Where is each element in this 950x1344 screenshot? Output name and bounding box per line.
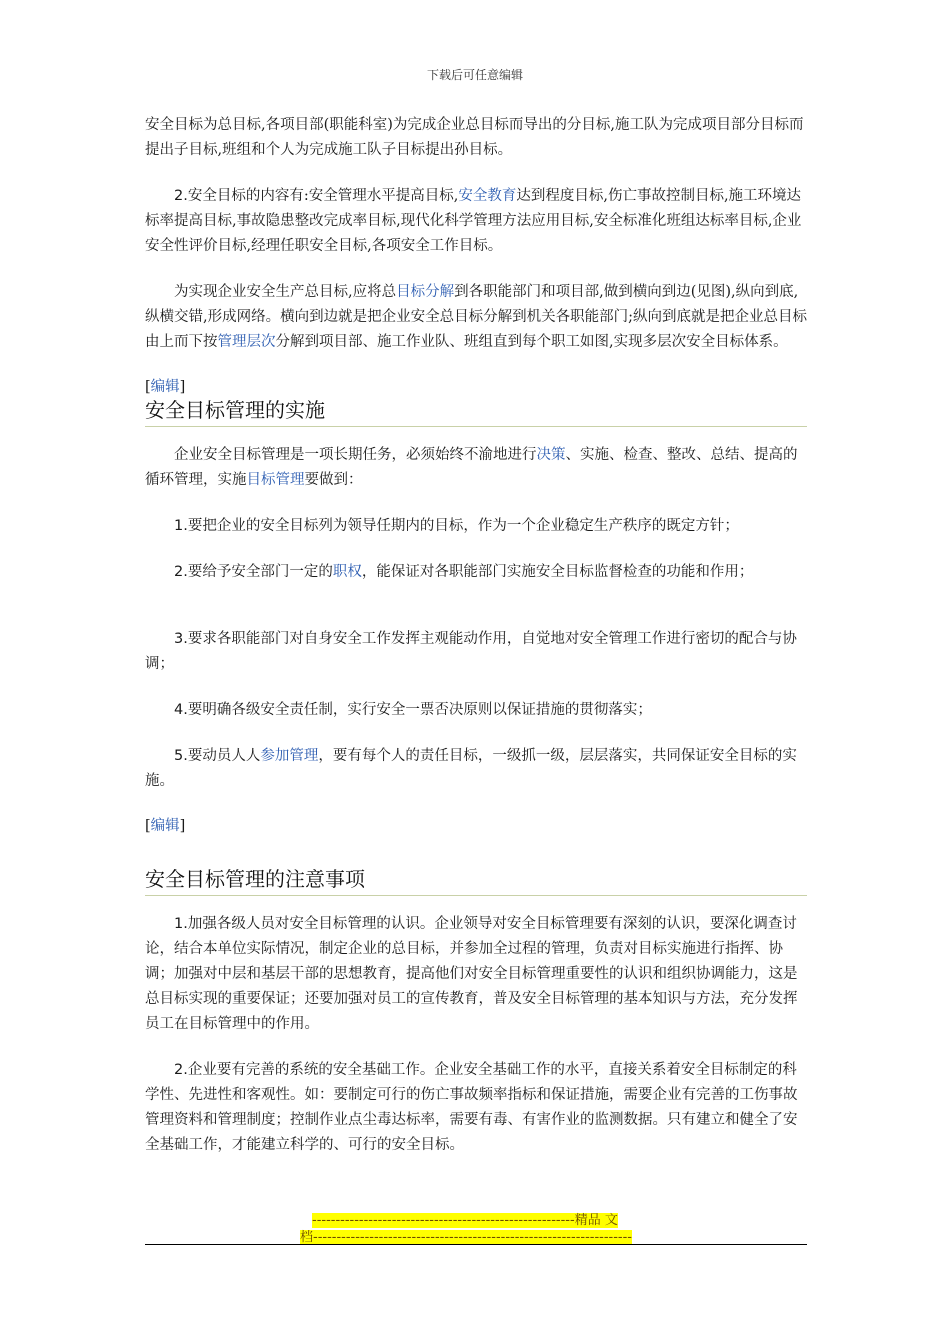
section1-item-1 <box>145 514 807 539</box>
footer-watermark <box>300 1212 650 1246</box>
text-span: 要动员人人 <box>187 748 261 764</box>
text-span: 达到程度目标,伤亡事故控制目标,施工环境达标率提高目标,事故隐患整改完成率目标,现代化科学管理方法应用目标,安全标准化班组达标率目标,企业安全性评价目标,经理任职安全目标,各项安全工作目标。 <box>145 188 802 254</box>
footer-divider <box>145 1244 807 1245</box>
footer-line-2: 档-------------------------------------------------------------------- <box>300 1230 632 1245</box>
text-span: 、实施、检查、整改、总结、提高的循环管理，实施 <box>145 447 798 488</box>
section-title-implementation: 安全目标管理的实施 <box>145 398 807 427</box>
link-management-levels[interactable]: 管理层次 <box>217 334 276 350</box>
text-span: ，要有每个人的责任目标，一级抓一级，层层落实，共同保证安全目标的实施。 <box>145 748 797 789</box>
text-span: 企业要有完善的系统的安全基础工作。企业安全基础工作的水平，直接关系着安全目标制定的科学性、先进性和客观性。如：要制定可行的伤亡事故频率指标和保证措施，需要企业有完善的工伤事故管理资料和管理制度；控制作业点尘毒达标率，需要有毒、有害作业的监测数据。只有建立和健全了安全基础工作，才能建立科学的、可行的安全目标。 <box>145 1062 798 1153</box>
item-number: 3. <box>174 631 188 647</box>
section1-item-4 <box>145 698 807 723</box>
link-safety-education[interactable]: 安全教育 <box>458 188 517 204</box>
text-span: 要把企业的安全目标列为领导任期内的目标，作为一个企业稳定生产秩序的既定方针； <box>187 518 739 534</box>
section2-item-1 <box>145 912 807 1037</box>
item-number: 2. <box>174 564 188 580</box>
section1-item-5 <box>145 744 807 794</box>
intro-paragraph-3 <box>145 280 807 355</box>
bracket: [ <box>145 818 151 834</box>
edit-link-2 <box>145 815 807 837</box>
link-authority[interactable]: 职权 <box>332 564 362 580</box>
section1-paragraph-1 <box>145 443 807 493</box>
article-body <box>145 113 807 1179</box>
text-span: 安全目标的内容有:安全管理水平提高目标, <box>187 188 459 204</box>
item-number: 1. <box>174 916 188 932</box>
bracket: ] <box>179 818 186 834</box>
edit-link[interactable]: 编辑 <box>150 379 180 395</box>
text-span: 要做到： <box>304 472 363 488</box>
text-span: 为实现企业安全生产总目标,应将总 <box>174 284 397 300</box>
link-decision[interactable]: 决策 <box>536 447 566 463</box>
section1-item-3 <box>145 627 807 677</box>
intro-paragraph-1: 安全目标为总目标,各项目部(职能科室)为完成企业总目标而导出的分目标,施工队为完成项目部分目标而提出子目标,班组和个人为完成施工队子目标提出孙目标。 <box>145 117 804 158</box>
edit-link[interactable]: 编辑 <box>150 818 180 834</box>
bracket: [ <box>145 379 151 395</box>
text-span: 加强各级人员对安全目标管理的认识。企业领导对安全目标管理要有深刻的认识，要深化调查讨论，结合本单位实际情况，制定企业的总目标，并参加全过程的管理，负责对目标实施进行指挥、协调；加强对中层和基层干部的思想教育，提高他们对安全目标管理重要性的认识和组织协调能力，这是总目标实现的重要保证；还要加强对员工的宣传教育，普及安全目标管理的基本知识与方法，充分发挥员工在目标管理中的作用。 <box>145 916 798 1032</box>
text-span: 企业安全目标管理是一项长期任务，必须始终不渝地进行 <box>174 447 537 463</box>
page-header: 下载后可任意编辑 <box>426 68 523 82</box>
bracket: ] <box>179 379 186 395</box>
item-number: 2. <box>174 188 188 204</box>
item-number: 1. <box>174 518 188 534</box>
item-number: 4. <box>174 702 188 718</box>
section1-item-2 <box>145 560 807 585</box>
edit-link-1 <box>145 376 807 398</box>
text-span: 要求各职能部门对自身安全工作发挥主观能动作用，自觉地对安全管理工作进行密切的配合与协调； <box>145 631 797 672</box>
section2-item-2 <box>145 1058 807 1158</box>
link-goal-management[interactable]: 目标管理 <box>246 472 305 488</box>
text-span: 要明确各级安全责任制，实行安全一票否决原则以保证措施的贯彻落实； <box>187 702 652 718</box>
link-goal-decomposition[interactable]: 目标分解 <box>396 284 455 300</box>
text-span: 分解到项目部、施工作业队、班组直到每个职工如图,实现多层次安全目标体系。 <box>275 334 788 350</box>
text-span: ，能保证对各职能部门实施安全目标监督检查的功能和作用； <box>361 564 754 580</box>
section-title-precautions: 安全目标管理的注意事项 <box>145 867 807 896</box>
intro-paragraph-2 <box>145 184 807 259</box>
item-number: 2. <box>174 1062 188 1078</box>
item-number: 5. <box>174 748 188 764</box>
text-span: 要给予安全部门一定的 <box>187 564 333 580</box>
link-participate-management[interactable]: 参加管理 <box>260 748 319 764</box>
footer-line-1: --------------------------------------------------------精品 文 <box>312 1213 618 1228</box>
text-span: 到各职能部门和项目部,做到横向到边(见图),纵向到底,纵横交错,形成网络。横向到边就是把企业安全总目标分解到机关各职能部门;纵向到底就是把企业总目标由上而下按 <box>145 284 807 350</box>
